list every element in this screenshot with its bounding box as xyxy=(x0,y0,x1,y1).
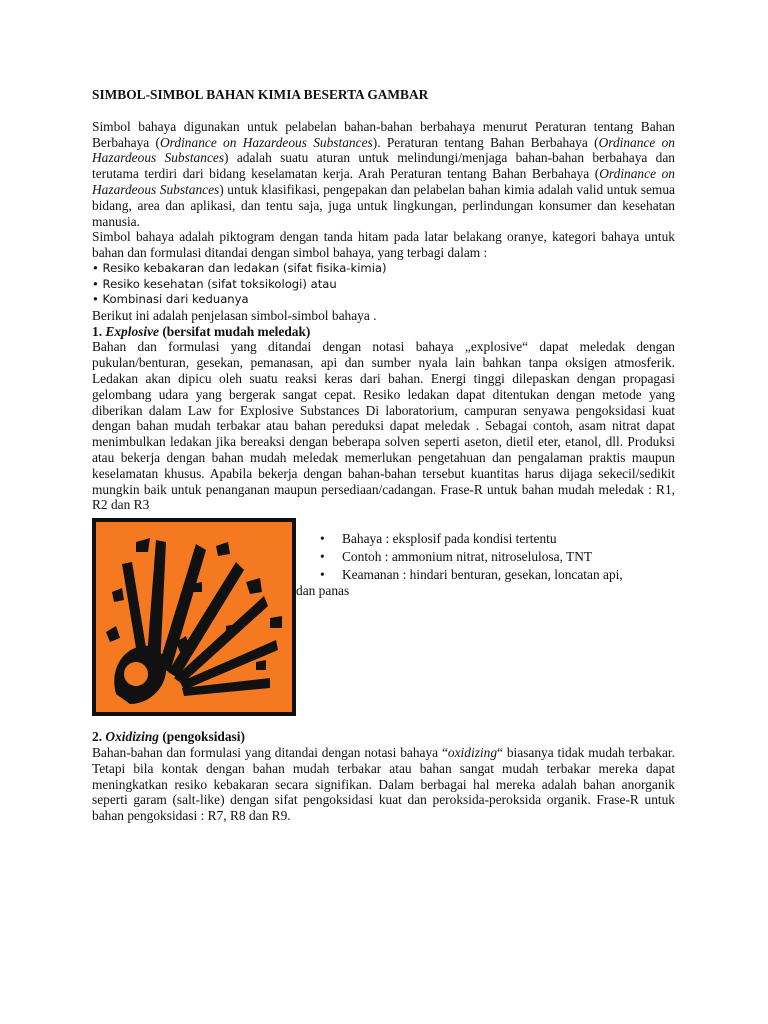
detail-continuation: dan panas xyxy=(296,582,350,598)
intro-paragraph-1 xyxy=(92,119,675,230)
document-content xyxy=(92,87,675,824)
document-title: SIMBOL-SIMBOL BAHAN KIMIA BESERTA GAMBAR xyxy=(92,87,429,102)
explosive-hazard-icon xyxy=(96,522,292,712)
explosive-symbol-row xyxy=(92,518,675,718)
section-2-body-text: Bahan-bahan dan formulasi yang ditandai dengan notasi bahaya “ xyxy=(92,744,448,760)
intro-text: ) adalah suatu aturan untuk melindungi/menjaga bahan-bahan berbahaya dan terutama terdiri dari bidang keselamatan kerja. Arah Peraturan tentang Bahan Berbahaya ( xyxy=(92,150,675,182)
intro-emphasis: Ordinance on Hazardeous Substances xyxy=(92,166,675,197)
detail-text: Keamanan : hindari benturan, gesekan, loncatan api, xyxy=(342,566,623,582)
section-name: Oxidizing xyxy=(105,729,159,745)
list-item: • Resiko kebakaran dan ledakan (sifat fisika-kimia) xyxy=(92,261,675,277)
explosive-symbol-box xyxy=(92,518,296,716)
section-1-body-text: pukulan/benturan, gesekan, pemanasan, api dan sumber nyala lain bahkan tanpa oksigen atmosferik. Ledakan akan dipicu oleh suatu reaksi keras dari bahan. Energi tinggi dilepaskan dengan propagasi gelombang udara yang bergerak sangat cepat. Resiko ledakan dapat ditentukan dengan metode yang diberikan dalam Law for Explosive Substances Di laboratorium, campuran senyawa pengoksidasi kuat dengan bahan mudah terbakar atau bahan pereduksi dapat meledak . Sebagai contoh, asam nitrat dapat menimbulkan ledakan jika bereaksi dengan beberapa solven seperti aseton, dietil eter, etanol, dll. Produksi atau bekerja dengan bahan mudah meledak memerlukan pengetahuan dan pengalaman praktis maupun keselamatan khusus. Apabila bekerja dengan bahan-bahan tersebut kuantitas harus dijaga sekecil/sedikit mungkin baik untuk penanganan maupun persediaan/cadangan. Frase-R untuk bahan mudah meledak : R1, R2 dan R3 xyxy=(92,355,675,513)
explosive-details xyxy=(296,531,676,600)
section-2-emphasis: oxidizing xyxy=(447,744,498,760)
intro-text: ). Peraturan tentang Bahan Berbahaya ( xyxy=(372,134,599,150)
section-number: 1. xyxy=(92,323,103,339)
list-item: • Bahaya : eksplosif pada kondisi tertentu xyxy=(296,531,676,547)
section-2-body-text: “ biasanya tidak xyxy=(497,744,585,760)
intro-paragraph-3: Berikut ini adalah penjelasan simbol-simbol bahaya . xyxy=(92,307,377,323)
hazard-category-list xyxy=(92,261,675,308)
list-item: • Kombinasi dari keduanya xyxy=(92,292,675,308)
section-subtitle: (pengoksidasi) xyxy=(162,729,245,745)
section-subtitle: (bersifat mudah meledak) xyxy=(162,323,311,339)
list-item xyxy=(296,567,676,599)
intro-text: ) untuk klasifikasi, pengepakan dan pelabelan bahan kimia adalah valid untuk semua bidang, area dan aplikasi, dan tentu saja, juga untuk lingkungan, perlindungan konsumer dan kesehatan manusia. xyxy=(92,181,675,229)
intro-emphasis: Ordinance on Hazardeous Substances xyxy=(92,134,676,166)
intro-paragraph-2: Simbol bahaya adalah piktogram dengan tanda hitam pada latar belakang oranye, kategori bahaya untuk bahan dan formulasi ditandai dengan simbol bahaya, yang terbagi dalam : xyxy=(92,229,675,261)
section-1-body-text: Bahan dan formulasi yang ditandai dengan notasi bahaya „explosive“ dapat meledak dengan xyxy=(92,339,675,355)
section-2-body xyxy=(92,745,675,824)
list-item: • Contoh : ammonium nitrat, nitroselulosa, TNT xyxy=(296,549,676,565)
section-1-heading xyxy=(92,324,675,340)
explosive-detail-list xyxy=(296,531,676,598)
section-1-body xyxy=(92,339,675,513)
intro-emphasis: Ordinance on Hazardeous Substances xyxy=(160,134,373,150)
section-number: 2. xyxy=(92,729,103,745)
section-2-body-text: mudah terbakar. Tetapi bila kontak dengan bahan mudah terbakar atau bahan sangat mudah terbakar mereka dapat meningkatkan resiko kebakaran secara signifikan. Dalam berbagai hal mereka adalah bahan anorganik seperti garam (salt-like) dengan sifat pengoksidasi kuat dan peroksida-peroksida organik. Frase-R untuk bahan pengoksidasi : R7, R8 dan R9. xyxy=(92,744,675,824)
section-2-heading xyxy=(92,729,675,745)
list-item: • Resiko kesehatan (sifat toksikologi) atau xyxy=(92,277,675,293)
section-name: Explosive xyxy=(105,323,159,339)
intro-text: Simbol bahaya digunakan untuk pelabelan bahan-bahan berbahaya menurut Peraturan tentang Bahan Berbahaya ( xyxy=(92,118,675,150)
